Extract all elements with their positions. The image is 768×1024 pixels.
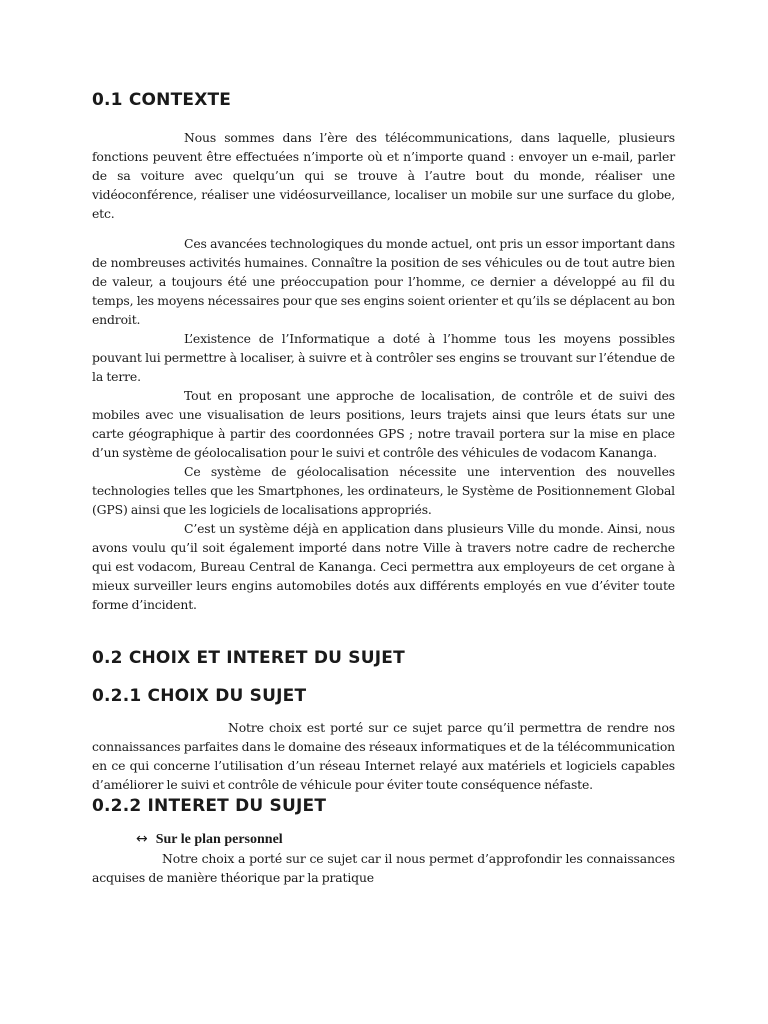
document-page (92, 88, 675, 887)
paragraph: Notre choix a porté sur ce sujet car il nous permet d’approfondir les connaissances acquises de manière théorique par la pratique (92, 851, 675, 885)
section-title-choice-interest: 0.2 CHOIX ET INTERET DU SUJET (92, 648, 405, 668)
paragraph: Nous sommes dans l’ère des télécommunications, dans laquelle, plusieurs fonctions peuvent être effectuées n’importe où et n’importe quand : envoyer un e-mail, parler de sa voiture avec quelqu’un qui se trouve à l’autre bout du monde, réaliser une vidéoconférence, réaliser une vidéosurveillance, localiser un mobile sur une surface du globe, etc. (92, 130, 675, 221)
left-right-arrow-icon: ↔ (136, 831, 148, 847)
paragraph: Tout en proposant une approche de localisation, de contrôle et de suivi des mobiles avec une visualisation de leurs positions, leurs trajets ainsi que leurs états sur une carte géographique à partir des coordonnées GPS ; notre travail portera sur la mise en place d’un système de géolocalisation pour le suivi et contrôle des véhicules de vodacom Kananga. (92, 388, 675, 460)
paragraph: Ce système de géolocalisation nécessite une intervention des nouvelles technologies telles que les Smartphones, les ordinateurs, le Système de Positionnement Global (GPS) ainsi que les logiciels de localisations appropriés. (92, 464, 675, 517)
subsection-title-interest: 0.2.2 INTERET DU SUJET (92, 796, 327, 816)
paragraph: Ces avancées technologiques du monde actuel, ont pris un essor important dans de nombreuses activités humaines. Connaître la position de ses véhicules ou de tout autre bien de valeur, a toujours été une préoccupation pour l’homme, ce dernier a développé au fil du temps, les moyens nécessaires pour que ses engins soient orienter et qu’ils se déplacent au bon endroit. (92, 236, 675, 327)
bullet-item (136, 830, 675, 849)
bullet-label: Sur le plan personnel (155, 832, 283, 847)
subsection-title-choice: 0.2.1 CHOIX DU SUJET (92, 686, 307, 706)
paragraph: L’existence de l’Informatique a doté à l’homme tous les moyens possibles pouvant lui permettre à localiser, à suivre et à contrôler ses engins se trouvant sur l’étendue de la terre. (92, 331, 675, 384)
paragraph: C’est un système déjà en application dans plusieurs Ville du monde. Ainsi, nous avons voulu qu’il soit également importé dans notre Ville à travers notre cadre de recherche qui est vodacom, Bureau Central de Kananga. Ceci permettra aux employeurs de cet organe à mieux surveiller leurs engins automobiles dotés aux différents employés en vue d’éviter toute forme d’incident. (92, 521, 675, 612)
paragraph: Notre choix est porté sur ce sujet parce qu’il permettra de rendre nos connaissances parfaites dans le domaine des réseaux informatiques et de la télécommunication en ce qui concerne l’utilisation d’un réseau Internet relayé aux matériels et logiciels capables d’améliorer le suivi et contrôle de véhicule pour éviter toute conséquence néfaste. (92, 720, 675, 792)
section-title-context: 0.1 CONTEXTE (92, 90, 232, 110)
